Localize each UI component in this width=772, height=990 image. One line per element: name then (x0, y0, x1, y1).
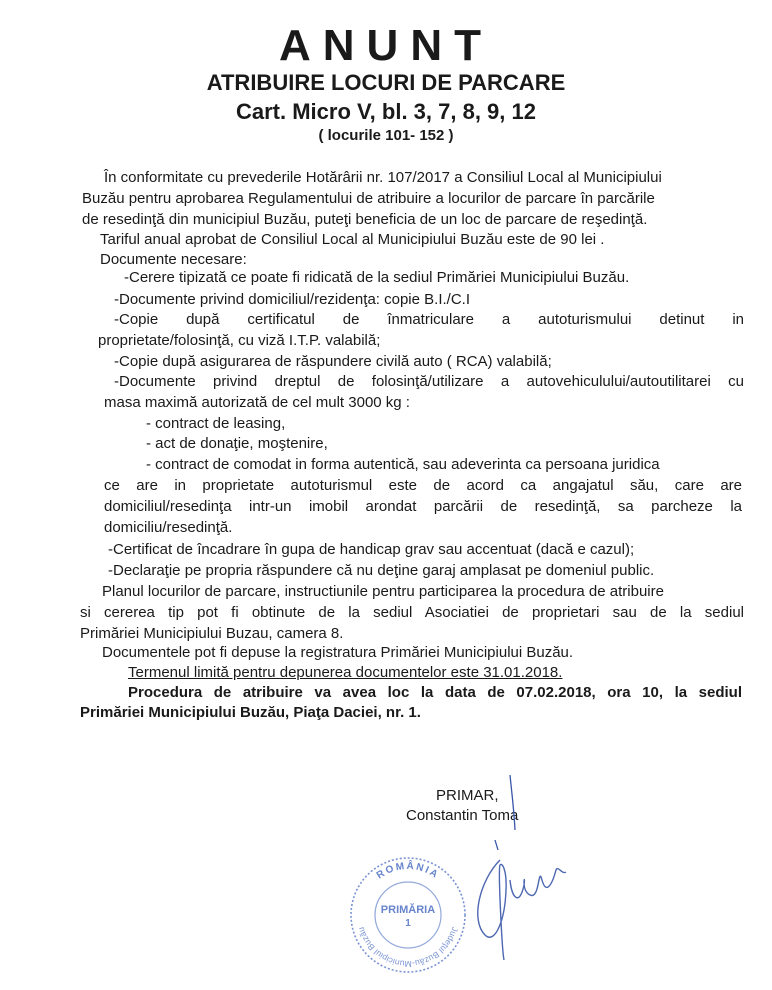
paragraph-line: si cererea tip pot fi obtinute de la sediul Asociatiei de proprietari sau de la sediul (80, 604, 744, 621)
paragraph-line: Planul locurilor de parcare, instructiunile pentru participarea la procedura de atribuire (102, 583, 664, 600)
documents-heading: Documente necesare: (100, 251, 247, 268)
sub-item: - contract de comodat in forma autentică, sau adeverinta ca persoana juridica (146, 456, 660, 473)
paragraph-line: Buzău pentru aprobarea Regulamentului de atribuire a locurilor de parcare în parcările (82, 190, 655, 207)
stamp-number: 1 (405, 918, 411, 929)
document-item-continued: masa maximă autorizată de cel mult 3000 kg : (104, 394, 410, 411)
procedure-text-continued: Primăriei Municipiului Buzău, Piaţa Daciei, nr. 1. (80, 704, 421, 721)
location-heading: Cart. Micro V, bl. 3, 7, 8, 9, 12 (236, 99, 536, 124)
procedure-text: Procedura de atribuire va avea loc la data de 07.02.2018, ora 10, la sediul (128, 684, 742, 701)
stamp-institution: PRIMĂRIA (380, 904, 436, 916)
mayor-title: PRIMAR, (436, 787, 499, 804)
sub-item-continued: ce are in proprietate autoturismul este de acord ca angajatul său, care are (104, 477, 742, 494)
document-title: ANUNT (279, 21, 493, 70)
document-item: -Copie după asigurarea de răspundere civilă auto ( RCA) valabilă; (114, 353, 552, 370)
document-item-continued: proprietate/folosinţă, cu viză I.T.P. valabilă; (98, 332, 381, 349)
paragraph-line: Primăriei Municipiului Buzau, camera 8. (80, 625, 344, 642)
document-item: -Documente privind dreptul de folosinţă/utilizare a autovehiculului/autoutilitarei cu (114, 373, 744, 390)
submission-text: Documentele pot fi depuse la registratura Primăriei Municipiului Buzău. (102, 644, 574, 661)
paragraph-line: În conformitate cu prevederile Hotărârii nr. 107/2017 a Consiliul Local al Municipiului (104, 169, 662, 186)
tariff-text: Tariful anual aprobat de Consiliul Local al Municipiului Buzău este de 90 lei . (100, 231, 605, 248)
document-item: -Cerere tipizată ce poate fi ridicată de la sediul Primăriei Municipiului Buzău. (124, 269, 630, 286)
stamp-ring-text: Judeţul Buzău-Municipiul Buzău (355, 925, 461, 970)
document-item: -Documente privind domiciliul/rezidenţa: copie B.I./C.I (114, 291, 470, 308)
document-item: -Certificat de încadrare în gupa de handicap grav sau accentuat (dacă e cazul); (108, 541, 635, 558)
handwritten-signature (440, 770, 590, 970)
document-item: -Declaraţie pe propria răspundere că nu deţine garaj amplasat pe domeniul public. (108, 562, 655, 579)
sub-item-continued: domiciliu/resedinţă. (104, 519, 233, 536)
document-subtitle: ATRIBUIRE LOCURI DE PARCARE (206, 70, 566, 95)
sub-item-continued: domiciliul/resedinţa intr-un imobil arondat parcării de resedinţă, sa parcheze la (104, 498, 742, 515)
mayor-name: Constantin Toma (406, 807, 519, 824)
stamp-country: ROMÂNIA (374, 860, 442, 882)
paragraph-line: de resedinţă din municipiul Buzău, puteţi beneficia de un loc de parcare de reşedinţă. (82, 211, 648, 228)
sub-item: - contract de leasing, (146, 415, 286, 432)
sub-item: - act de donaţie, moştenire, (146, 435, 328, 452)
deadline-text: Termenul limită pentru depunerea documentelor este 31.01.2018. (128, 664, 563, 681)
document-item: -Copie după certificatul de înmatriculare a autoturismului detinut in (114, 311, 744, 328)
parking-places-range: ( locurile 101- 152 ) (318, 127, 454, 144)
